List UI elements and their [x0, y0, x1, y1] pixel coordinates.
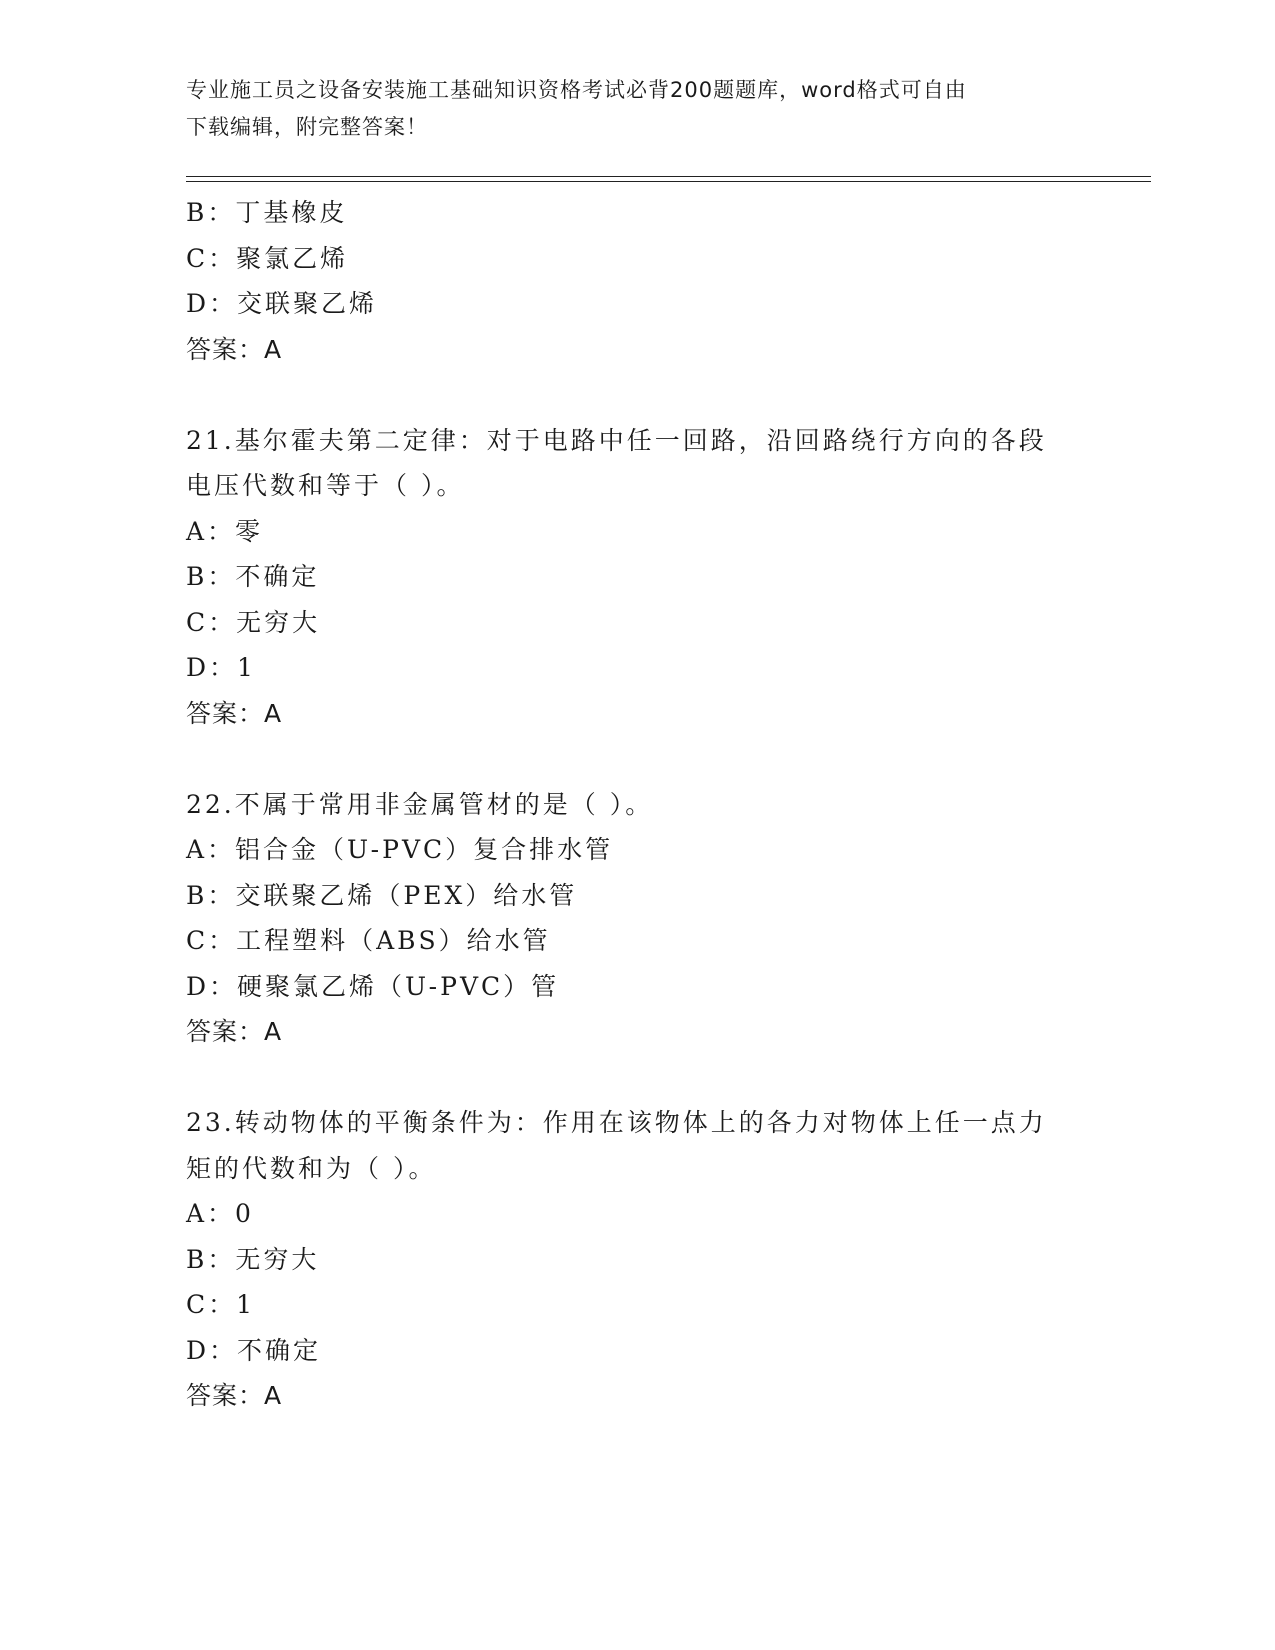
option-b: B：不确定 [186, 562, 320, 591]
answer-line [186, 1009, 1086, 1055]
answer-label: 答案： [186, 698, 265, 728]
option-d: D：交联聚乙烯 [186, 289, 378, 318]
option-b: B：交联聚乙烯（PEX）给水管 [186, 880, 578, 910]
question-block-22 [186, 782, 1086, 1055]
question-block-23 [186, 1100, 1086, 1419]
answer-value: A [264, 1017, 283, 1046]
answer-line [186, 1373, 1086, 1419]
header-divider-bottom [186, 181, 1151, 182]
document-header [186, 72, 1086, 146]
question-text-line-1: 21.基尔霍夫第二定律：对于电路中任一回路，沿回路绕行方向的各段 [186, 425, 1047, 455]
answer-label: 答案： [186, 334, 265, 364]
option-a: A：零 [186, 516, 264, 546]
header-divider-top [186, 176, 1151, 177]
question-text-line-2: 矩的代数和为（ ）。 [186, 1153, 437, 1183]
option-d: D：1 [186, 653, 256, 682]
answer-line [186, 691, 1086, 737]
option-c: C：无穷大 [186, 607, 321, 637]
question-text-line-1: 22.不属于常用非金属管材的是（ ）。 [186, 789, 654, 819]
question-block-prev [186, 190, 1086, 372]
option-c: C：工程塑料（ABS）给水管 [186, 926, 551, 955]
option-b: B：无穷大 [186, 1244, 320, 1274]
option-d: D：硬聚氯乙烯（U-PVC）管 [186, 971, 560, 1001]
question-text-line-2: 电压代数和等于（ ）。 [186, 471, 465, 500]
question-block-21 [186, 418, 1086, 737]
option-c: C：1 [186, 1290, 256, 1319]
answer-value: A [264, 1381, 283, 1410]
header-line-2: 下载编辑，附完整答案！ [186, 115, 428, 139]
answer-line [186, 327, 1086, 373]
question-list [186, 190, 1086, 1419]
option-a: A：0 [186, 1199, 254, 1228]
option-d: D：不确定 [186, 1335, 322, 1365]
answer-label: 答案： [186, 1381, 265, 1410]
option-c: C：聚氯乙烯 [186, 243, 349, 273]
answer-value: A [264, 698, 283, 728]
answer-value: A [264, 334, 283, 364]
header-line-1: 专业施工员之设备安装施工基础知识资格考试必背200题题库，word格式可自由 [186, 78, 967, 102]
option-a: A：铝合金（U-PVC）复合排水管 [186, 835, 614, 864]
option-b: B：丁基橡皮 [186, 198, 348, 227]
question-text-line-1: 23.转动物体的平衡条件为：作用在该物体上的各力对物体上任一点力 [186, 1108, 1047, 1137]
answer-label: 答案： [186, 1017, 265, 1046]
